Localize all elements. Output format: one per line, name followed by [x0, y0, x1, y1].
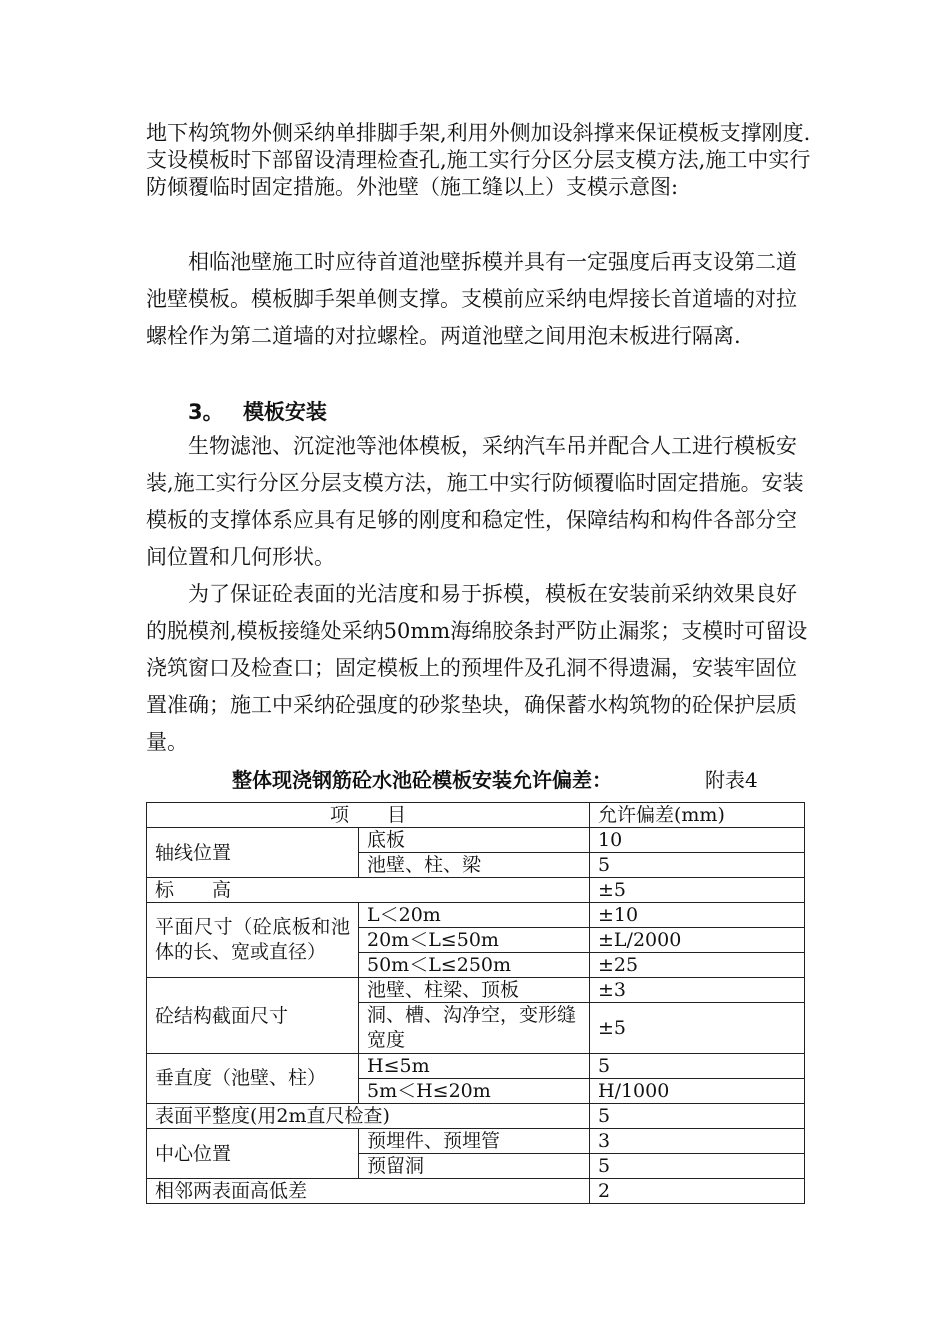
section-heading	[188, 397, 327, 427]
paragraph-adjacent-walls: 相临池壁施工时应待首道池壁拆模并具有一定强度后再支设第二道池壁模板。模板脚手架单侧支撑。支模前应采纳电焊接长首道墙的对拉螺栓作为第二道墙的对拉螺栓。两道池壁之间用泡末板进行隔离.	[146, 250, 797, 348]
table-row	[147, 1179, 805, 1204]
row-value: ±3	[590, 978, 805, 1003]
table-note: 附表4	[705, 768, 758, 792]
row-value: 5	[590, 1104, 805, 1129]
table-row	[147, 1129, 805, 1154]
row-label: 表面平整度(用2m直尺检查)	[147, 1104, 590, 1129]
row-value: 2	[590, 1179, 805, 1204]
table-row	[147, 978, 805, 1003]
table-row	[147, 1054, 805, 1079]
row-label: 中心位置	[147, 1129, 359, 1179]
row-sub-item: 池壁、柱梁、顶板	[359, 978, 590, 1003]
row-value: ±5	[590, 1003, 805, 1054]
row-sub-item: 5m＜H≤20m	[359, 1079, 590, 1104]
row-value: 10	[590, 828, 805, 853]
table-row	[147, 1104, 805, 1129]
row-sub-item: 预埋件、预埋管	[359, 1129, 590, 1154]
row-value: ±5	[590, 878, 805, 903]
row-label: 标 高	[147, 878, 590, 903]
row-label: 相邻两表面高低差	[147, 1179, 590, 1204]
table-title: 整体现浇钢筋砼水池砼模板安装允许偏差：	[232, 768, 612, 792]
paragraph-formwork-install: 生物滤池、沉淀池等池体模板，采纳汽车吊并配合人工进行模板安装,施工实行分区分层支模方法，施工中实行防倾覆临时固定措施。安装模板的支撑体系应具有足够的刚度和稳定性，保障结构和构件各部分空间位置和几何形状。	[146, 434, 804, 569]
section-number: 3。	[188, 400, 224, 424]
table-header-row	[147, 803, 805, 828]
row-value: 3	[590, 1129, 805, 1154]
row-value: 5	[590, 1154, 805, 1179]
row-sub-item: 50m＜L≤250m	[359, 953, 590, 978]
intro-paragraph: 地下构筑物外侧采纳单排脚手架,利用外侧加设斜撑来保证模板支撑刚度.支设模板时下部留设清理检查孔,施工实行分区分层支模方法,施工中实行防倾覆临时固定措施。外池壁（施工缝以上）支模示意图:	[146, 121, 811, 199]
row-value: 5	[590, 853, 805, 878]
row-sub-item: 洞、槽、沟净空，变形缝宽度	[359, 1003, 590, 1054]
row-sub-item: 预留洞	[359, 1154, 590, 1179]
table-row	[147, 878, 805, 903]
header-item: 项 目	[147, 803, 590, 828]
paragraph-surface-finish: 为了保证砼表面的光洁度和易于拆模，模板在安装前采纳效果良好的脱模剂,模板接缝处采纳50mm海绵胶条封严防止漏浆；支模时可留设浇筑窗口及检查口；固定模板上的预埋件及孔洞不得遗漏，安装牢固位置准确；施工中采纳砼强度的砂浆垫块，确保蓄水构筑物的砼保护层质量。	[146, 582, 808, 754]
tolerance-table	[146, 802, 805, 1204]
row-sub-item: 池壁、柱、梁	[359, 853, 590, 878]
section-title: 模板安装	[242, 400, 327, 424]
row-label: 垂直度（池壁、柱）	[147, 1054, 359, 1104]
table-row	[147, 903, 805, 928]
header-tolerance: 允许偏差(mm)	[590, 803, 805, 828]
row-value: ±10	[590, 903, 805, 928]
row-sub-item: 20m＜L≤50m	[359, 928, 590, 953]
row-value: H/1000	[590, 1079, 805, 1104]
row-value: ±25	[590, 953, 805, 978]
row-sub-item: L＜20m	[359, 903, 590, 928]
row-label: 平面尺寸（砼底板和池体的长、宽或直径）	[147, 903, 359, 978]
row-label: 砼结构截面尺寸	[147, 978, 359, 1054]
table-row	[147, 828, 805, 853]
row-sub-item: H≤5m	[359, 1054, 590, 1079]
row-value: 5	[590, 1054, 805, 1079]
row-value: ±L/2000	[590, 928, 805, 953]
row-label: 轴线位置	[147, 828, 359, 878]
row-sub-item: 底板	[359, 828, 590, 853]
